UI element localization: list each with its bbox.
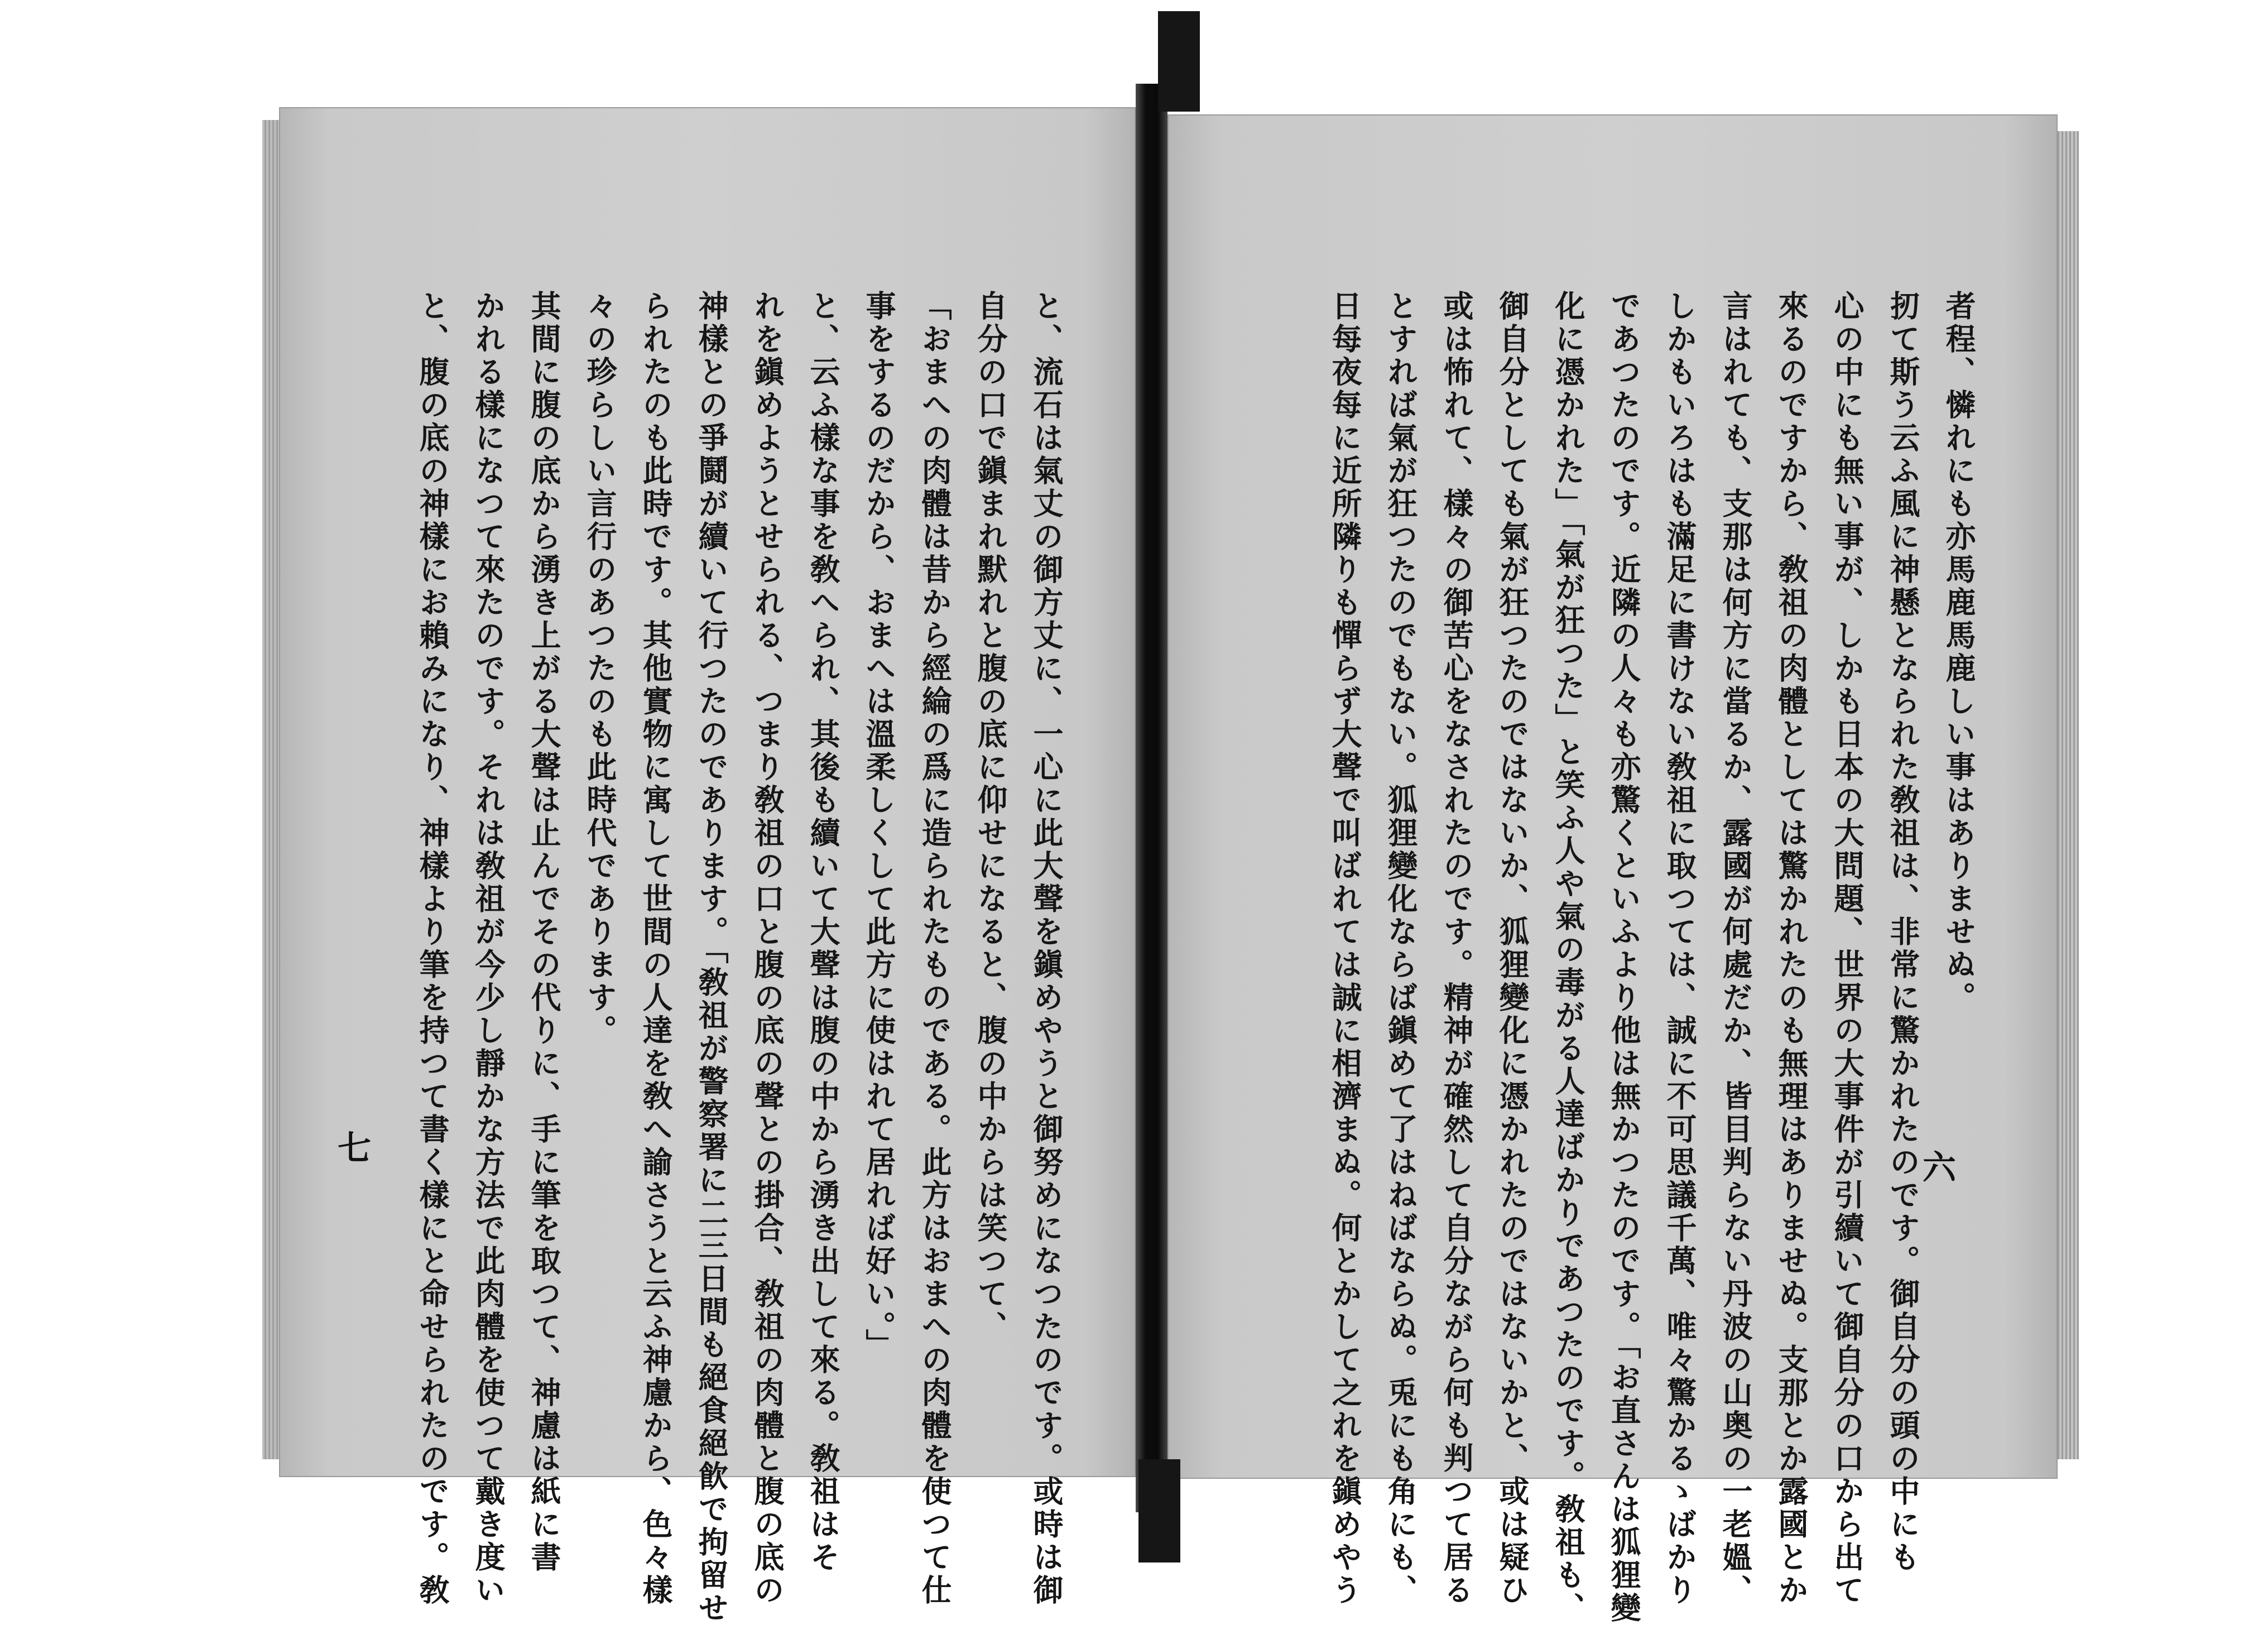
- text-column: 神樣との爭鬪が續いて行つたのであります。「敎祖が警察署に二三日間も絕食絕飮で拘留せ: [694, 290, 729, 1625]
- binding-tab-bottom: [1138, 1459, 1180, 1562]
- book-page-edges-left: [262, 120, 279, 1459]
- text-column: しかもいろはも滿足に書けない敎祖に取つては、誠に不可思議千萬、唯々驚かるゝばかり: [1662, 290, 1698, 1607]
- binding-tab-top: [1158, 11, 1200, 112]
- text-column: と、流石は氣丈の御方丈に、一心に此大聲を鎭めやうと御努めになつたのです。或時は御: [1029, 290, 1064, 1607]
- right-page-text: [1278, 290, 1987, 1625]
- text-column: られたのも此時です。其他實物に寓して世間の人達を敎へ諭さうと云ふ神慮から、色々樣: [638, 290, 674, 1607]
- text-column: 々の珍らしい言行のあつたのも此時代であります。: [582, 290, 618, 1047]
- text-column: れを鎭めようとせられる、つまり敎祖の口と腹の底の聲との掛合、敎祖の肉體と腹の底の: [749, 290, 785, 1607]
- text-column: 或は怖れて、樣々の御苦心をなされたのです。精神が確然して自分ながら何も判つて居る: [1439, 290, 1474, 1607]
- text-column: 言はれても、支那は何方に當るか、露國が何處だか、皆目判らない丹波の山奥の一老媼、: [1718, 290, 1753, 1607]
- text-column: 扨て斯う云ふ風に神懸となられた敎祖は、非常に驚かれたのです。御自分の頭の中にも: [1885, 290, 1921, 1574]
- page-number-left: 七: [338, 1129, 371, 1168]
- text-column: 自分の口で鎭まれ默れと腹の底に仰せになると、腹の中からは笑つて、: [973, 290, 1008, 1344]
- text-column: 御自分としても氣が狂つたのではないか、狐狸變化に憑かれたのではないかと、或は疑ひ: [1495, 290, 1530, 1607]
- left-page-text: [391, 290, 1074, 1625]
- text-column: 日每夜每に近所隣りも憚らず大聲で叫ばれては誠に相濟まぬ。何とかして之れを鎭めやう: [1327, 290, 1363, 1607]
- text-column: 化に憑かれた」「氣が狂つた」と笑ふ人や氣の毒がる人達ばかりであつたのです。敎祖も、: [1550, 290, 1586, 1625]
- text-column: 「おまへの肉體は昔から經綸の爲に造られたものである。此方はおまへの肉體を使つて仕: [917, 290, 953, 1607]
- text-column: 者程、憐れにも亦馬鹿馬鹿しい事はありませぬ。: [1941, 290, 1977, 1015]
- text-column: と、腹の底の神樣にお賴みになり、神樣より筆を持つて書く樣にと命せられたのです。敎: [415, 290, 450, 1607]
- page-number-right: 六: [1923, 1148, 1956, 1188]
- text-column: と、云ふ樣な事を敎へられ、其後も續いて大聲は腹の中から湧き出して來る。敎祖はそ: [805, 290, 841, 1574]
- text-column: 心の中にも無い事が、しかも日本の大問題、世界の大事件が引續いて御自分の口から出て: [1829, 290, 1865, 1607]
- book-spine: [1136, 84, 1167, 1512]
- text-column: 事をするのだから、おまへは溫柔しくして此方に使はれて居れば好い。」: [861, 290, 897, 1362]
- text-column: とすれば氣が狂つたのでもない。狐狸變化ならば鎭めて了はねばならぬ。兎にも角にも、: [1383, 290, 1419, 1607]
- text-column: かれる樣になつて來たのです。それは敎祖が今少し靜かな方法で此肉體を使つて戴き度い: [470, 290, 506, 1607]
- text-column: であつたのです。近隣の人々も亦驚くといふより他は無かつたのです。「お直さんは狐狸變: [1606, 290, 1642, 1625]
- text-column: 其間に腹の底から湧き上がる大聲は止んでその代りに、手に筆を取つて、神慮は紙に書: [526, 290, 562, 1574]
- text-column: 來るのですから、敎祖の肉體としては驚かれたのも無理はありませぬ。支那とか露國とか: [1774, 290, 1809, 1607]
- book-page-edges-right: [2058, 131, 2079, 1459]
